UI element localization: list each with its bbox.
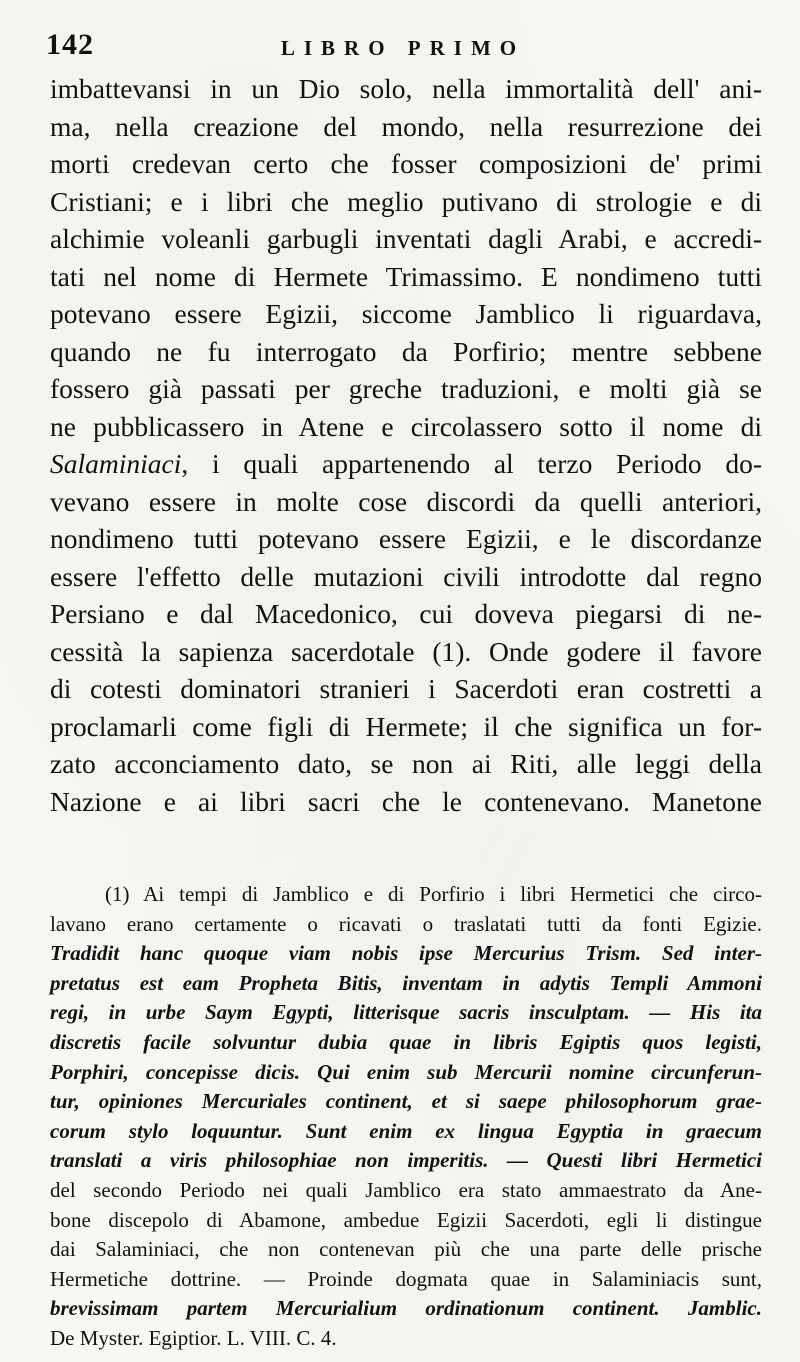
- text-line: alchimie voleanli garbugli inventati dagli Arabi, e accredi-: [50, 223, 762, 254]
- footnote-line: bone discepolo di Abamone, ambedue Egizii Sacerdoti, egli li distingue: [50, 1207, 762, 1232]
- text-line: fossero già passati per greche traduzioni, e molti già se: [50, 373, 762, 404]
- footnote-line: Hermetiche dottrine. — Proinde dogmata quae in Salaminiacis sunt,: [50, 1266, 762, 1291]
- footnote: [50, 880, 762, 1354]
- text-line: essere l'effetto delle mutazioni civili introdotte dal regno: [50, 560, 762, 592]
- footnote-line: (1) Ai tempi di Jamblico e di Porfirio i libri Hermetici che circo-: [105, 882, 762, 906]
- text-line: proclamarli come figli di Hermete; il che significa un for-: [50, 710, 762, 742]
- footnote-line: De Myster. Egiptior. L. VIII. C. 4.: [50, 1325, 337, 1350]
- footnote-latin-line: brevissimam partem Mercurialium ordinationum continent. Jamblic.: [50, 1296, 762, 1321]
- text-run: , i quali appartenendo al terzo Periodo do-: [181, 448, 762, 479]
- footnote-latin-line: discretis facile solvuntur dubia quae in libris Egiptis quos legisti,: [50, 1029, 762, 1054]
- footnote-latin-line: regi, in urbe Saym Egypti, litterisque sacris insculptam. — His ita: [50, 1000, 762, 1025]
- footnote-line: lavano erano certamente o ricavati o traslatati tutti da fonti Egizie.: [50, 911, 762, 936]
- page-number: 142: [46, 28, 94, 61]
- text-line: potevano essere Egizii, siccome Jamblico li riguardava,: [50, 298, 762, 329]
- text-line: nondimeno tutti potevano essere Egizii, e le discordanze: [50, 523, 762, 554]
- text-line: vevano essere in molte cose discordi da quelli anteriori,: [50, 485, 762, 517]
- footnote-latin-line: corum stylo loquuntur. Sunt enim ex lingua Egyptia in graecum: [50, 1118, 762, 1143]
- page-header: [46, 28, 760, 68]
- text-line: quando ne fu interrogato da Porfirio; mentre sebbene: [50, 335, 762, 367]
- footnote-latin-line: Porphiri, concepisse dicis. Qui enim sub Mercurii nomine circunferun-: [50, 1059, 762, 1084]
- text-line: zato acconciamento dato, se non ai Riti, alle leggi della: [50, 748, 762, 779]
- footnote-latin-line: pretatus est eam Propheta Bitis, inventam in adytis Templi Ammoni: [50, 970, 762, 995]
- text-line: Cristiani; e i libri che meglio putivano di strologie e di: [50, 185, 762, 217]
- text-line: imbattevansi in un Dio solo, nella immortalità dell' ani-: [50, 73, 762, 104]
- text-line: di cotesti dominatori stranieri i Sacerdoti eran costretti a: [50, 673, 762, 704]
- footnote-latin-line: Tradidit hanc quoque viam nobis ipse Mercurius Trism. Sed inter-: [50, 941, 762, 966]
- footnote-line: del secondo Periodo nei quali Jamblico era stato ammaestrato da Ane-: [50, 1177, 762, 1202]
- footnote-line: dai Salaminiaci, che non contenevan più che una parte delle prische: [50, 1237, 762, 1262]
- main-text: [50, 70, 762, 820]
- text-line: morti credevan certo che fosser composizioni de' primi: [50, 148, 762, 179]
- text-line: ma, nella creazione del mondo, nella resurrezione dei: [50, 110, 762, 142]
- italic-term: Salaminiaci: [50, 448, 182, 479]
- text-line: tati nel nome di Hermete Trimassimo. E nondimeno tutti: [50, 260, 762, 292]
- footnote-latin-line: tur, opiniones Mercuriales continent, et si saepe philosophorum grae-: [50, 1089, 762, 1114]
- text-line: [50, 445, 762, 483]
- text-line: ne pubblicassero in Atene e circolassero sotto il nome di: [50, 410, 762, 442]
- text-line: cessità la sapienza sacerdotale (1). Onde godere il favore: [50, 635, 762, 667]
- running-title: LIBRO PRIMO: [280, 36, 526, 60]
- footnote-latin-line: translati a viris philosophiae non imperitis. — Questi libri Hermetici: [50, 1148, 762, 1173]
- text-line: Persiano e dal Macedonico, cui doveva piegarsi di ne-: [50, 598, 762, 629]
- text-line: Nazione e ai libri sacri che le contenevano. Manetone: [50, 785, 762, 817]
